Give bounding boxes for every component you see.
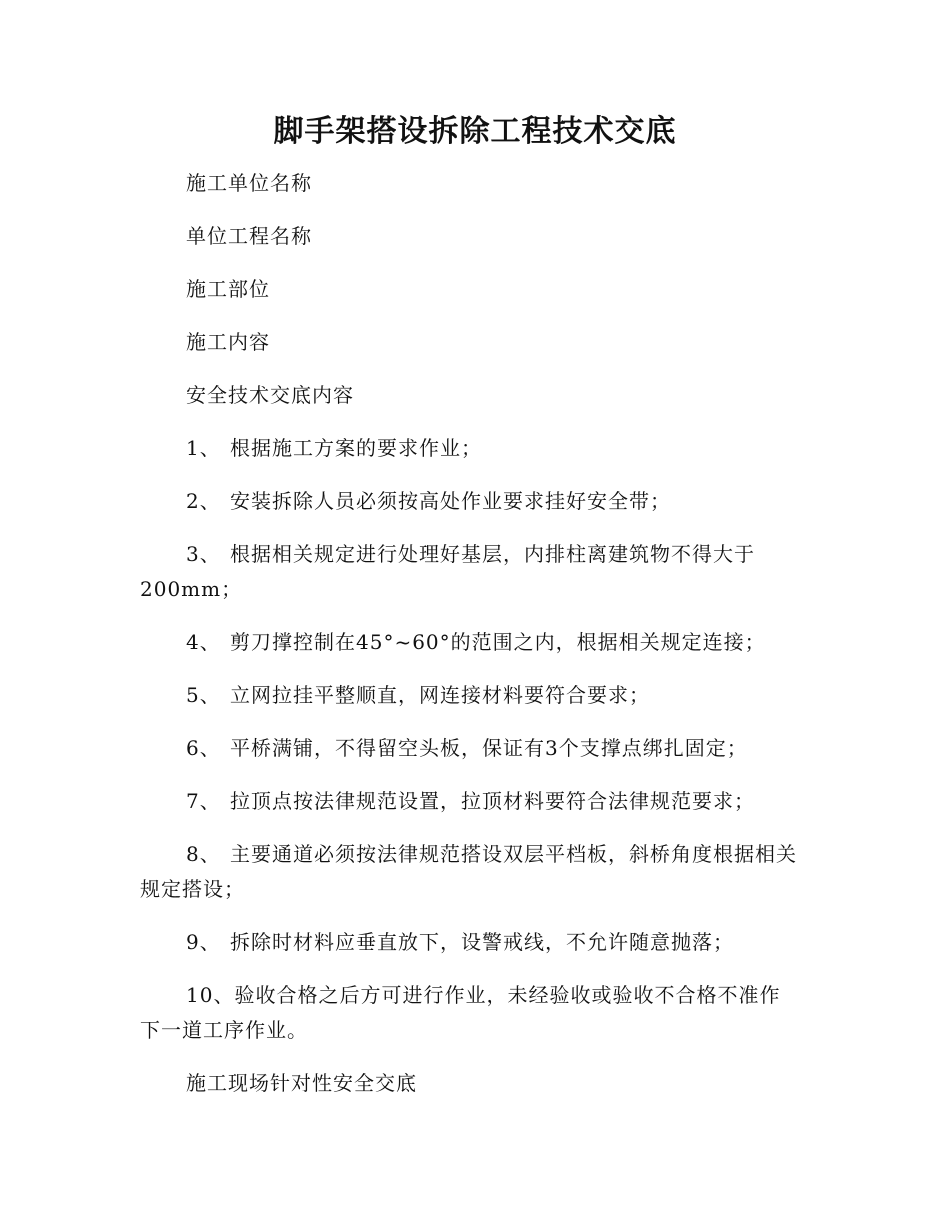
field-safety-content-heading: 安全技术交底内容 [186,383,354,407]
list-item [140,484,800,519]
list-item [140,978,800,1048]
item-text: 验收合格之后方可进行作业，未经验收或验收不合格不准作下一道工序作业。 [140,983,781,1042]
item-number: 7、 [186,789,221,813]
list-item [140,784,800,819]
item-number: 8、 [186,842,221,866]
list-item [140,678,800,713]
item-text: 拉顶点按法律规范设置，拉顶材料要符合法律规范要求； [230,789,755,813]
list-item [140,431,800,466]
item-number: 10、 [186,983,235,1007]
item-number: 4、 [186,630,221,654]
item-text: 安装拆除人员必须按高处作业要求挂好安全带； [230,489,671,513]
item-text: 剪刀撑控制在45°~60°的范围之内，根据相关规定连接； [230,630,766,654]
list-item [140,837,800,907]
list-item [140,925,800,960]
item-number: 1、 [186,436,221,460]
document-body [140,166,800,1119]
item-text: 立网拉挂平整顺直，网连接材料要符合要求； [230,683,650,707]
item-number: 9、 [186,930,221,954]
item-number: 2、 [186,489,221,513]
list-item [140,625,800,660]
field-project-name: 单位工程名称 [186,224,312,248]
list-item [140,731,800,766]
item-text: 拆除时材料应垂直放下，设警戒线，不允许随意抛落； [230,930,734,954]
item-text: 平桥满铺，不得留空头板，保证有3个支撑点绑扎固定； [230,736,748,760]
item-text: 根据施工方案的要求作业； [230,436,482,460]
field-site-safety-briefing: 施工现场针对性安全交底 [186,1071,417,1095]
item-number: 3、 [186,542,221,566]
document-title: 脚手架搭设拆除工程技术交底 [273,114,677,149]
field-construction-part: 施工部位 [186,277,270,301]
item-number: 5、 [186,683,221,707]
item-number: 6、 [186,736,221,760]
field-construction-unit: 施工单位名称 [186,171,312,195]
field-construction-content: 施工内容 [186,330,270,354]
item-text: 根据相关规定进行处理好基层，内排柱离建筑物不得大于200mm； [140,542,755,601]
list-item [140,537,800,607]
item-text: 主要通道必须按法律规范搭设双层平档板，斜桥角度根据相关规定搭设； [140,842,797,901]
